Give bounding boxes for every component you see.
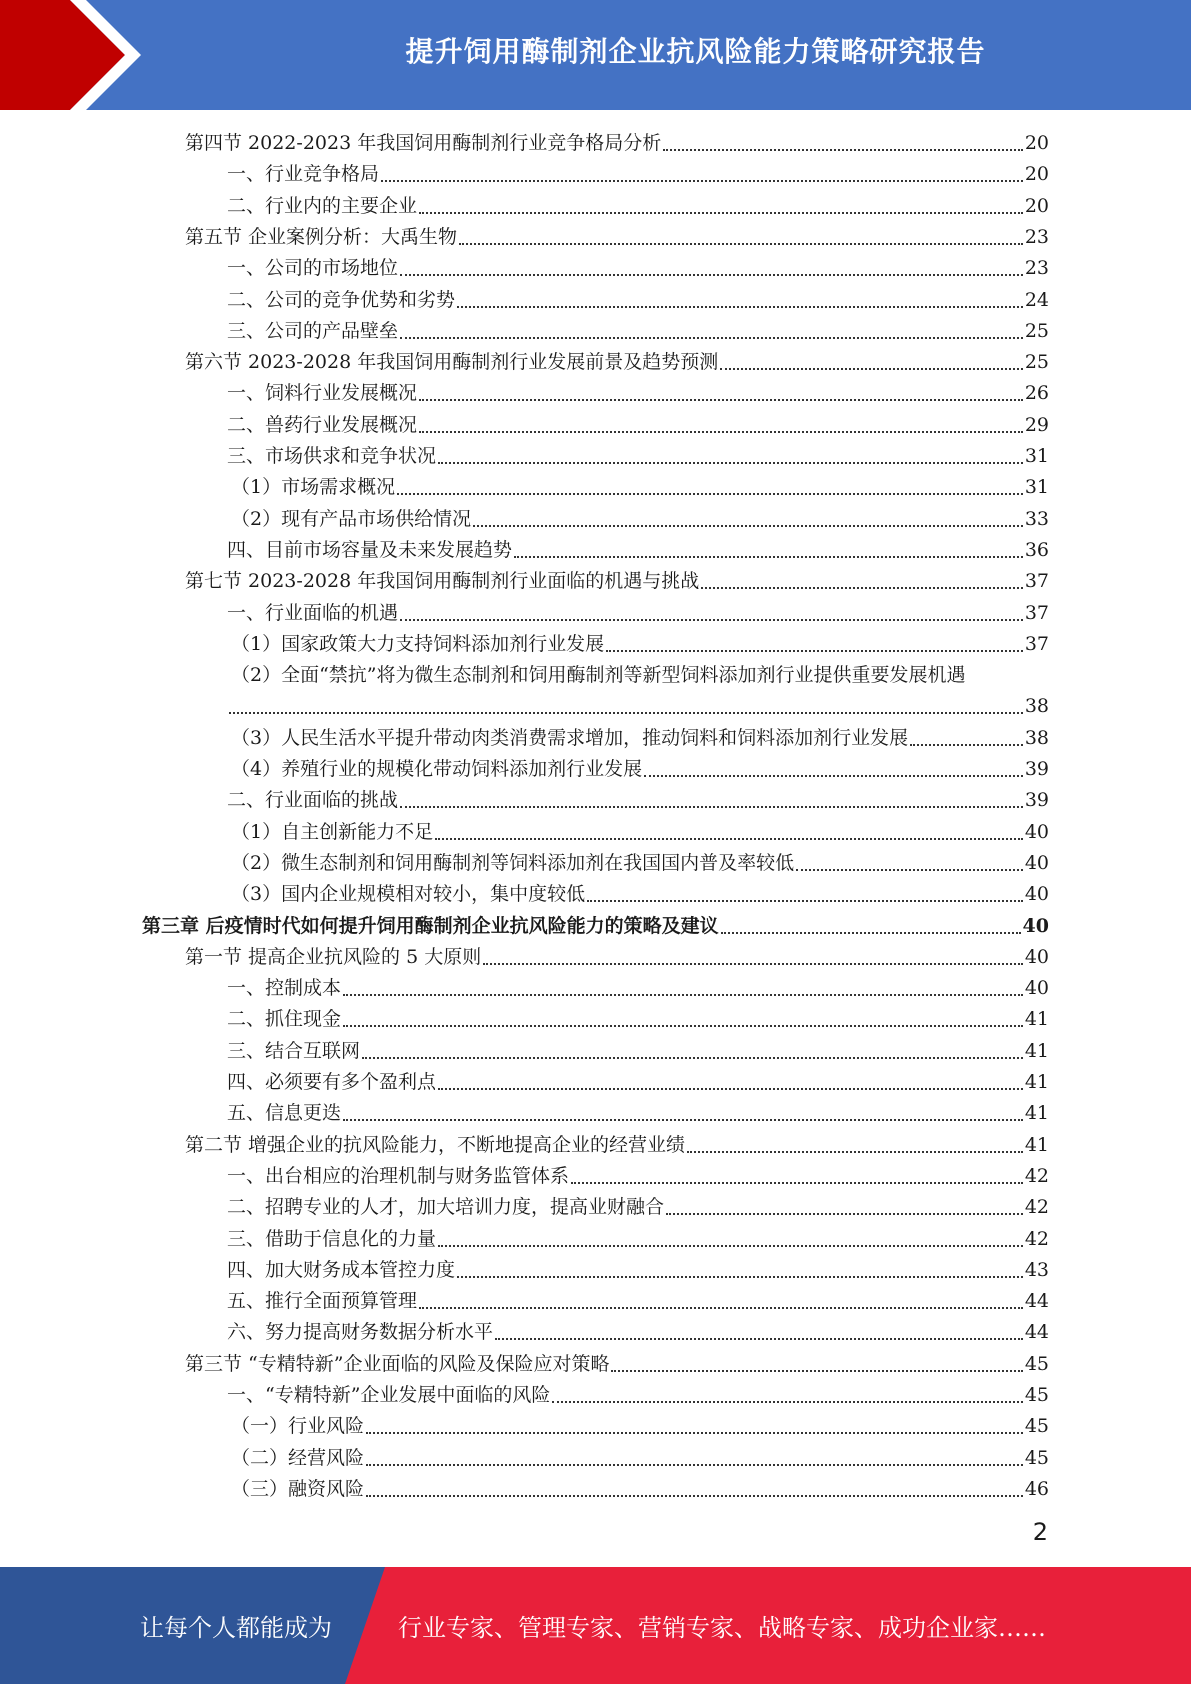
toc-entry-title: 一、控制成本 <box>227 977 342 1000</box>
toc-entry-page: 20 <box>1024 132 1049 154</box>
toc-dot-leader <box>459 242 1023 245</box>
toc-entry-title: （3）国内企业规模相对较小，集中度较低 <box>231 883 586 906</box>
toc-dot-leader <box>435 837 1023 840</box>
toc-entry[interactable] <box>185 128 1049 159</box>
toc-entry[interactable] <box>227 535 1049 566</box>
toc-entry-title: 第三节 “专精特新”企业面临的风险及保险应对策略 <box>185 1352 610 1375</box>
toc-entry-page: 41 <box>1024 1102 1049 1125</box>
toc-entry[interactable] <box>227 285 1049 316</box>
toc-entry-title: （1）市场需求概况 <box>231 476 396 499</box>
toc-entry-page: 25 <box>1024 351 1049 374</box>
toc-entry[interactable] <box>227 441 1049 472</box>
toc-entry-page: 39 <box>1024 758 1049 780</box>
toc-entry[interactable] <box>227 598 1049 629</box>
toc-entry-title: 第四节 2022-2023 年我国饲用酶制剂行业竞争格局分析 <box>185 132 662 154</box>
toc-dot-leader <box>419 398 1023 401</box>
page-footer <box>0 1567 1191 1684</box>
toc-entry-page: 31 <box>1024 445 1049 467</box>
toc-entry-page: 25 <box>1024 319 1049 342</box>
toc-entry-page: 39 <box>1024 789 1049 812</box>
toc-entry-title: （三）融资风险 <box>231 1477 365 1500</box>
toc-entry[interactable] <box>227 1380 1049 1411</box>
toc-entry-title: 二、兽药行业发展概况 <box>227 413 418 436</box>
toc-entry-page: 40 <box>1024 883 1049 906</box>
toc-dot-leader <box>397 492 1023 495</box>
toc-entry-title: （3）人民生活水平提升带动肉类消费需求增加，推动饲料和饲料添加剂行业发展 <box>231 726 909 749</box>
toc-entry-page: 36 <box>1024 538 1049 561</box>
toc-entry-page: 38 <box>1024 726 1049 749</box>
toc-entry-page: 45 <box>1024 1384 1049 1406</box>
toc-dot-leader <box>483 962 1023 965</box>
toc-entry-page: 45 <box>1024 1352 1049 1375</box>
toc-dot-leader <box>438 461 1023 464</box>
toc-dot-leader <box>438 1244 1023 1247</box>
footer-slogan-left: 让每个人都能成为 <box>140 1614 332 1642</box>
toc-entry-page: 41 <box>1024 1133 1049 1156</box>
toc-entry-title: （1）自主创新能力不足 <box>231 820 434 843</box>
toc-entry-page: 41 <box>1024 1008 1049 1031</box>
toc-entry-title: 三、市场供求和竞争状况 <box>227 445 437 467</box>
toc-entry-title: 三、结合互联网 <box>227 1039 361 1062</box>
toc-dot-leader <box>611 1369 1022 1372</box>
toc-entry-title: 一、行业面临的机遇 <box>227 601 399 624</box>
toc-entry[interactable] <box>227 191 1049 222</box>
toc-entry[interactable] <box>227 410 1049 441</box>
toc-entry-title: 第七节 2023-2028 年我国饲用酶制剂行业面临的机遇与挑战 <box>185 570 700 593</box>
toc-dot-leader <box>438 1087 1023 1090</box>
toc-entry-page: 38 <box>1024 695 1049 718</box>
toc-entry-title: （2）现有产品市场供给情况 <box>231 507 472 530</box>
toc-entry[interactable] <box>227 378 1049 409</box>
toc-entry-page: 24 <box>1024 288 1049 311</box>
toc-entry-page: 43 <box>1024 1258 1049 1281</box>
toc-entry[interactable] <box>227 253 1049 284</box>
toc-entry-title: 第三章 后疫情时代如何提升饲用酶制剂企业抗风险能力的策略及建议 <box>142 914 719 937</box>
toc-entry-page: 37 <box>1024 601 1049 624</box>
toc-dot-leader <box>571 1181 1023 1184</box>
toc-dot-leader <box>473 524 1023 527</box>
page-number: 2 <box>1032 1518 1048 1546</box>
toc-entry-title: 二、公司的竞争优势和劣势 <box>227 288 456 311</box>
toc-entry[interactable] <box>231 504 1049 535</box>
toc-dot-leader <box>796 868 1023 871</box>
toc-dot-leader <box>644 774 1023 777</box>
toc-entry-page: 42 <box>1024 1164 1049 1187</box>
toc-entry-page: 40 <box>1024 851 1049 874</box>
toc-entry[interactable] <box>227 785 1049 816</box>
toc-entry[interactable] <box>231 472 1049 503</box>
toc-entry[interactable] <box>227 1224 1049 1255</box>
toc-dot-leader <box>229 711 1023 714</box>
toc-entry[interactable] <box>142 911 1049 942</box>
toc-dot-leader <box>400 805 1023 808</box>
toc-entry-title: 四、目前市场容量及未来发展趋势 <box>227 538 513 561</box>
toc-entry-title: 四、加大财务成本管控力度 <box>227 1258 456 1281</box>
toc-entry[interactable] <box>185 347 1049 378</box>
toc-entry[interactable] <box>231 848 1049 879</box>
toc-dot-leader <box>910 743 1023 746</box>
toc-entry-title: 三、公司的产品壁垒 <box>227 319 399 342</box>
toc-dot-leader <box>366 1494 1023 1497</box>
toc-entry-page: 45 <box>1024 1415 1049 1438</box>
toc-entry-page: 40 <box>1024 977 1049 1000</box>
toc-entry-page: 40 <box>1024 945 1049 968</box>
toc-entry-title: （1）国家政策大力支持饲料添加剂行业发展 <box>231 632 605 655</box>
toc-dot-leader <box>400 618 1023 621</box>
toc-entry-title: 一、饲料行业发展概况 <box>227 382 418 405</box>
toc-entry[interactable] <box>185 222 1049 253</box>
toc-entry-page: 45 <box>1024 1446 1049 1469</box>
toc-entry-title: 第五节 企业案例分析：大禹生物 <box>185 225 458 248</box>
toc-dot-leader <box>514 555 1023 558</box>
toc-entry-title: （二）经营风险 <box>231 1446 365 1469</box>
toc-entry[interactable] <box>185 1349 1049 1380</box>
toc-entry[interactable] <box>231 723 1049 754</box>
toc-entry-title: 五、推行全面预算管理 <box>227 1290 418 1313</box>
toc-entry-title: （2）全面“禁抗”将为微生态制剂和饲用酶制剂等新型饲料添加剂行业提供重要发展机遇 <box>231 664 966 687</box>
toc-entry[interactable] <box>231 754 1049 785</box>
toc-entry[interactable] <box>231 1411 1049 1442</box>
toc-entry-page: 37 <box>1024 570 1049 593</box>
toc-dot-leader <box>362 1056 1023 1059</box>
toc-entry[interactable] <box>185 566 1049 597</box>
toc-entry-page: 41 <box>1024 1071 1049 1093</box>
toc-entry-page: 40 <box>1022 914 1049 937</box>
toc-dot-leader <box>457 1275 1023 1278</box>
toc-entry-page: 23 <box>1024 225 1049 248</box>
toc-dot-leader <box>457 305 1023 308</box>
toc-dot-leader <box>381 179 1023 182</box>
toc-entry-title: 第六节 2023-2028 年我国饲用酶制剂行业发展前景及趋势预测 <box>185 351 719 374</box>
toc-dot-leader <box>400 336 1023 339</box>
toc-entry[interactable] <box>227 316 1049 347</box>
toc-entry[interactable] <box>227 1098 1049 1129</box>
toc-entry[interactable] <box>185 942 1049 973</box>
toc-entry-title: （4）养殖行业的规模化带动饲料添加剂行业发展 <box>231 758 643 780</box>
toc-entry-title: 一、出台相应的治理机制与财务监管体系 <box>227 1164 570 1187</box>
toc-entry[interactable] <box>231 629 1049 660</box>
toc-dot-leader <box>366 1463 1023 1466</box>
toc-entry-page: 20 <box>1024 194 1049 217</box>
toc-entry-title: 一、行业竞争格局 <box>227 163 380 186</box>
toc-entry[interactable] <box>227 973 1049 1004</box>
toc-dot-leader <box>552 1400 1022 1403</box>
toc-dot-leader <box>701 586 1023 589</box>
toc-entry-title: 四、必须要有多个盈利点 <box>227 1071 437 1093</box>
toc-entry[interactable] <box>231 1474 1049 1505</box>
toc-entry-title: 二、行业面临的挑战 <box>227 789 399 812</box>
toc-entry-page: 23 <box>1024 257 1049 280</box>
toc-entry-page: 42 <box>1024 1227 1049 1250</box>
toc-entry-page: 44 <box>1024 1321 1049 1344</box>
toc-dot-leader <box>663 148 1023 151</box>
toc-entry-title: 二、招聘专业的人才，加大培训力度，提高业财融合 <box>227 1196 665 1219</box>
toc-dot-leader <box>366 1431 1023 1434</box>
toc-entry-page: 40 <box>1024 820 1049 843</box>
toc-entry[interactable] <box>231 1443 1049 1474</box>
report-title: 提升饲用酶制剂企业抗风险能力策略研究报告 <box>405 35 986 68</box>
toc-dot-leader <box>343 993 1023 996</box>
toc-dot-leader <box>687 1150 1023 1153</box>
toc-dot-leader <box>343 1024 1023 1027</box>
toc-dot-leader <box>419 430 1023 433</box>
toc-dot-leader <box>400 273 1023 276</box>
toc-dot-leader <box>495 1337 1023 1340</box>
toc-entry[interactable] <box>231 879 1049 910</box>
toc-entry-page: 42 <box>1024 1196 1049 1219</box>
toc-entry[interactable] <box>227 1067 1049 1098</box>
toc-dot-leader <box>419 211 1023 214</box>
toc-entry[interactable] <box>227 691 1049 722</box>
toc-entry-title: 三、借助于信息化的力量 <box>227 1227 437 1250</box>
toc-entry-page: 46 <box>1024 1477 1049 1500</box>
toc-entry-title: 第二节 增强企业的抗风险能力，不断地提高企业的经营业绩 <box>185 1133 686 1156</box>
toc-entry-page: 29 <box>1024 413 1049 436</box>
toc-entry-page: 44 <box>1024 1290 1049 1313</box>
toc-entry-page: 26 <box>1024 382 1049 405</box>
toc-entry-page: 41 <box>1024 1039 1049 1062</box>
toc-entry-title: （一）行业风险 <box>231 1415 365 1438</box>
toc-entry-title: （2）微生态制剂和饲用酶制剂等饲料添加剂在我国国内普及率较低 <box>231 851 795 874</box>
toc-entry[interactable] <box>231 817 1049 848</box>
toc-entry-title: 二、抓住现金 <box>227 1008 342 1031</box>
toc-dot-leader <box>343 1118 1023 1121</box>
footer-slogan-right: 行业专家、管理专家、营销专家、战略专家、成功企业家…… <box>398 1614 1046 1642</box>
page-header <box>0 0 1191 110</box>
toc-entry[interactable] <box>227 1286 1049 1317</box>
toc-entry-page: 37 <box>1024 632 1049 655</box>
toc-dot-leader <box>419 1306 1023 1309</box>
toc-entry-page: 20 <box>1024 163 1049 186</box>
toc-dot-leader <box>587 899 1023 902</box>
toc-entry-title: 一、公司的市场地位 <box>227 257 399 280</box>
toc-entry[interactable] <box>227 1004 1049 1035</box>
toc-dot-leader <box>606 649 1023 652</box>
header-arrow-decoration <box>0 0 160 110</box>
toc-entry[interactable] <box>227 1255 1049 1286</box>
toc-entry[interactable] <box>227 1317 1049 1348</box>
toc-entry[interactable] <box>227 159 1049 190</box>
toc-entry[interactable] <box>231 660 1049 691</box>
toc-entry-page: 33 <box>1024 507 1049 530</box>
toc-dot-leader <box>666 1212 1023 1215</box>
toc-entry-title: 一、“专精特新”企业发展中面临的风险 <box>227 1384 551 1406</box>
toc-entry-title: 六、努力提高财务数据分析水平 <box>227 1321 494 1344</box>
toc-dot-leader <box>721 931 1021 934</box>
toc-entry[interactable] <box>227 1161 1049 1192</box>
toc-entry-title: 二、行业内的主要企业 <box>227 194 418 217</box>
toc-entry[interactable] <box>185 1130 1049 1161</box>
toc-entry-title: 第一节 提高企业抗风险的 5 大原则 <box>185 945 482 968</box>
toc-entry[interactable] <box>227 1036 1049 1067</box>
toc-entry-title: 五、信息更迭 <box>227 1102 342 1125</box>
toc-dot-leader <box>720 367 1023 370</box>
toc-entry[interactable] <box>227 1192 1049 1223</box>
toc-entry-page: 31 <box>1024 476 1049 499</box>
